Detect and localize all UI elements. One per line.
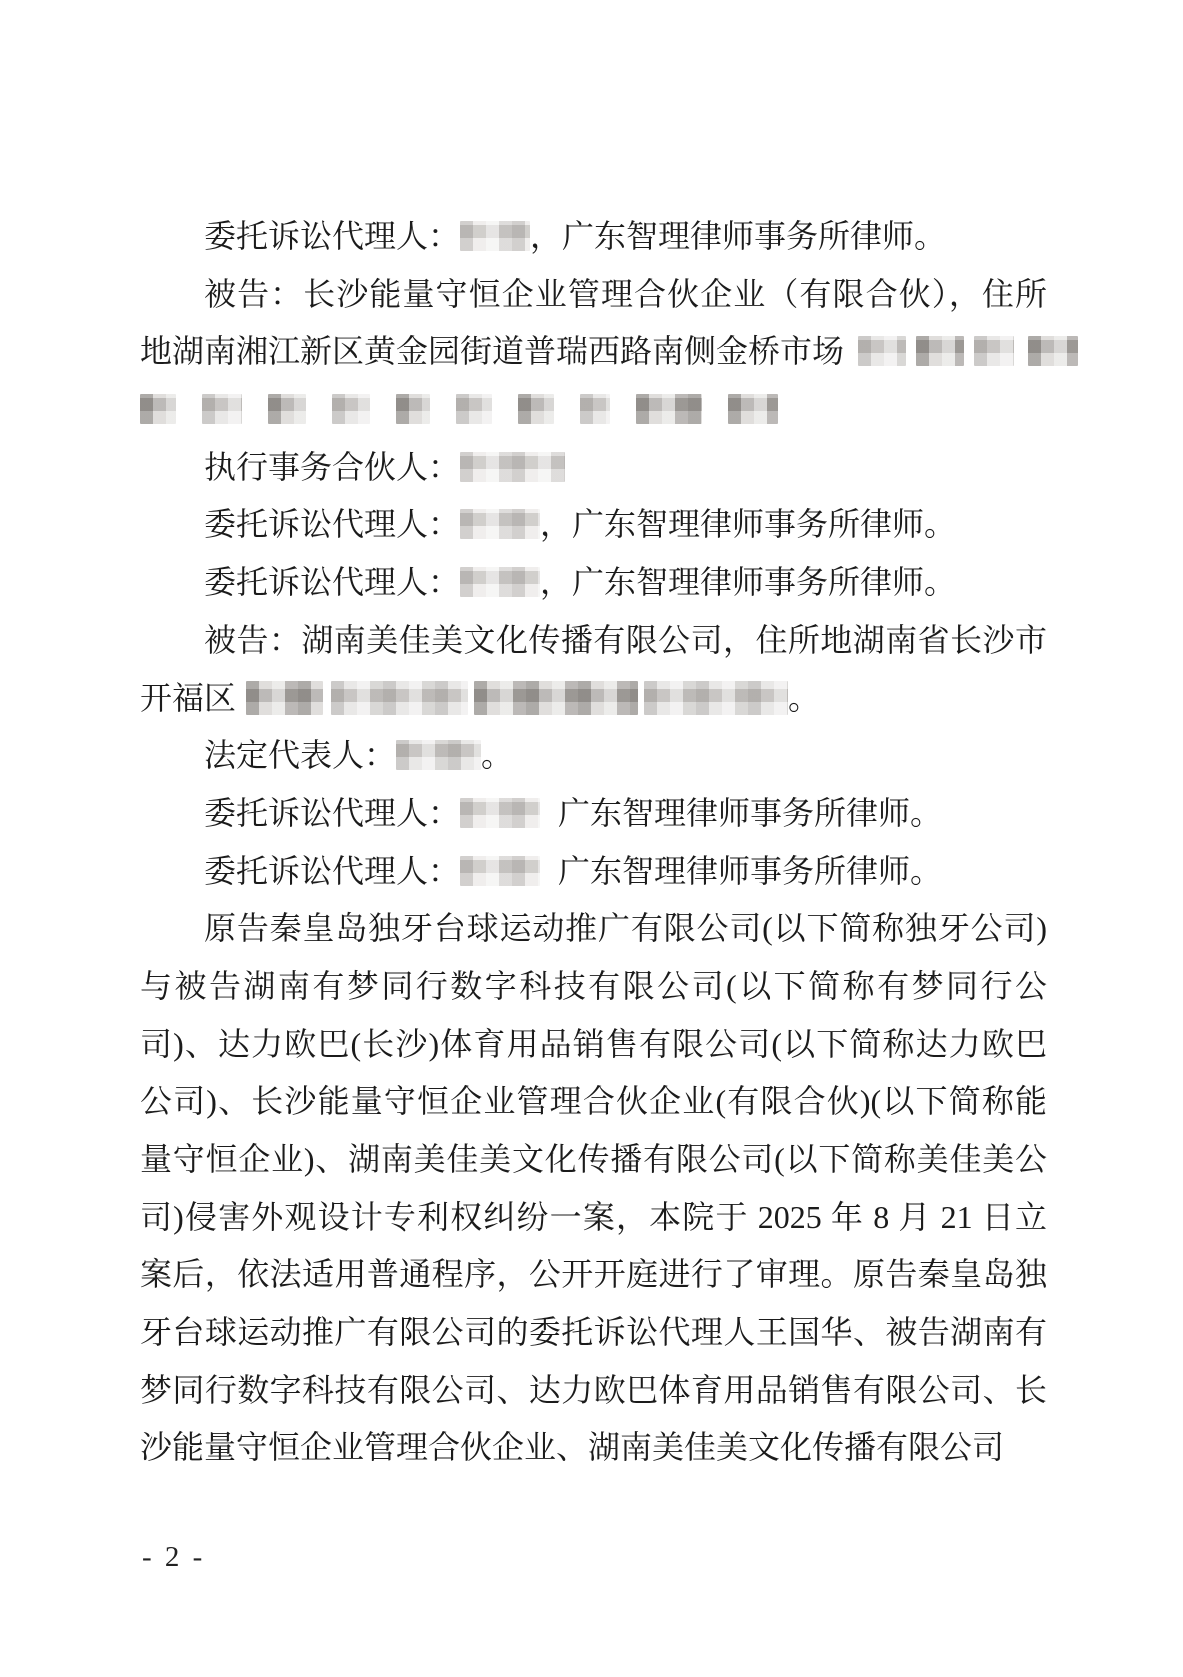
page-number: - 2 - (142, 1541, 206, 1573)
redacted-name-block (396, 740, 481, 770)
doc-line-body (140, 1304, 1047, 1362)
line-text: 与被告湖南有梦同行数字科技有限公司(以下简称有梦同行公 (140, 967, 1047, 1004)
line-text: 广东智理律师事务所律师。 (558, 794, 943, 831)
redacted-address-block (518, 394, 554, 424)
line-text: 广东智理律师事务所律师。 (558, 852, 943, 889)
doc-line-address (140, 670, 1047, 728)
line-text: 委托诉讼代理人： (204, 564, 461, 601)
line-text: 司)、达力欧巴(长沙)体育用品销售有限公司(以下简称达力欧巴 (140, 1025, 1047, 1062)
line-text: 。 (788, 679, 821, 716)
line-text: 委托诉讼代理人： (204, 794, 461, 831)
doc-line-body (140, 1246, 1047, 1304)
line-text: 牙台球运动推广有限公司的委托诉讼代理人王国华、被告湖南有 (140, 1314, 1047, 1351)
line-text: 委托诉讼代理人： (204, 218, 461, 254)
line-text: 案后，依法适用普通程序，公开开庭进行了审理。原告秦皇岛独 (140, 1256, 1047, 1293)
line-text: ，广东智理律师事务所律师。 (540, 506, 957, 543)
line-text: 执行事务合伙人： (204, 448, 461, 485)
redacted-address-block (728, 394, 778, 424)
redacted-address-block (332, 394, 370, 424)
redacted-address-block (246, 681, 323, 715)
line-text: 委托诉讼代理人： (204, 852, 461, 889)
doc-line-body (140, 1362, 1047, 1420)
redacted-name-block (460, 221, 530, 251)
line-text: 被告：湖南美佳美文化传播有限公司，住所地湖南省长沙市 (204, 621, 1047, 658)
redacted-address-block (331, 681, 468, 715)
redacted-address-block (202, 394, 242, 424)
doc-line-defendant (140, 266, 1047, 324)
doc-line-agent (140, 843, 1047, 901)
doc-line-agent (140, 496, 1047, 554)
line-text: 法定代表人： (204, 737, 397, 774)
redacted-address-block (396, 394, 430, 424)
redacted-name-block (460, 452, 565, 482)
line-text: 量守恒企业)、湖南美佳美文化传播有限公司(以下简称美佳美公 (140, 1141, 1047, 1177)
redacted-address-block (644, 681, 788, 715)
doc-line-agent (140, 785, 1047, 843)
redacted-address-block (1028, 336, 1078, 366)
redacted-address-block (140, 394, 176, 424)
redacted-address-block (580, 394, 610, 424)
doc-line-body (140, 958, 1047, 1016)
line-text: ，广东智理律师事务所律师。 (540, 564, 957, 601)
redacted-name-block (460, 856, 540, 886)
redacted-address-block (268, 394, 306, 424)
doc-line-body (140, 1073, 1047, 1131)
line-text: 沙能量守恒企业管理合伙企业、湖南美佳美文化传播有限公司 (140, 1429, 1005, 1466)
doc-line-body (140, 1189, 1047, 1247)
redacted-address-block (474, 681, 638, 715)
doc-line-defendant (140, 612, 1047, 670)
line-text: 开福区 (140, 679, 237, 716)
line-text: 地湖南湘江新区黄金园街道普瑞西路南侧金桥市场 (140, 333, 845, 370)
redacted-name-block (460, 509, 540, 539)
doc-line-agent (140, 554, 1047, 612)
doc-line-managing-partner (140, 439, 1047, 497)
line-text: 。 (481, 737, 514, 774)
doc-line-legal-representative (140, 727, 1047, 785)
line-text: 公司)、长沙能量守恒企业管理合伙企业(有限合伙)(以下简称能 (140, 1083, 1047, 1120)
line-text: 司)侵害外观设计专利权纠纷一案，本院于 2025 年 8 月 21 日立 (140, 1198, 1047, 1235)
redacted-address-block (636, 394, 702, 424)
line-text: ，广东智理律师事务所律师。 (530, 218, 947, 254)
redacted-address-block (456, 394, 492, 424)
redacted-name-block (460, 798, 540, 828)
redacted-address-block (974, 336, 1014, 366)
doc-line-redacted-row (140, 381, 1047, 439)
document-text-block (140, 208, 1047, 1477)
line-text: 梦同行数字科技有限公司、达力欧巴体育用品销售有限公司、长 (140, 1371, 1047, 1408)
redacted-address-block (916, 336, 964, 366)
line-text: 委托诉讼代理人： (204, 506, 461, 543)
redacted-address-block (858, 336, 906, 366)
doc-line-body (140, 900, 1047, 958)
line-text: 原告秦皇岛独牙台球运动推广有限公司(以下简称独牙公司) (204, 910, 1047, 947)
redacted-name-block (460, 567, 540, 597)
doc-line-body (140, 1131, 1047, 1189)
doc-line-agent (140, 208, 1047, 266)
line-text: 被告：长沙能量守恒企业管理合伙企业（有限合伙），住所 (204, 275, 1047, 312)
doc-line-body (140, 1419, 1047, 1477)
doc-line-body (140, 1016, 1047, 1074)
doc-line-address (140, 323, 1047, 381)
